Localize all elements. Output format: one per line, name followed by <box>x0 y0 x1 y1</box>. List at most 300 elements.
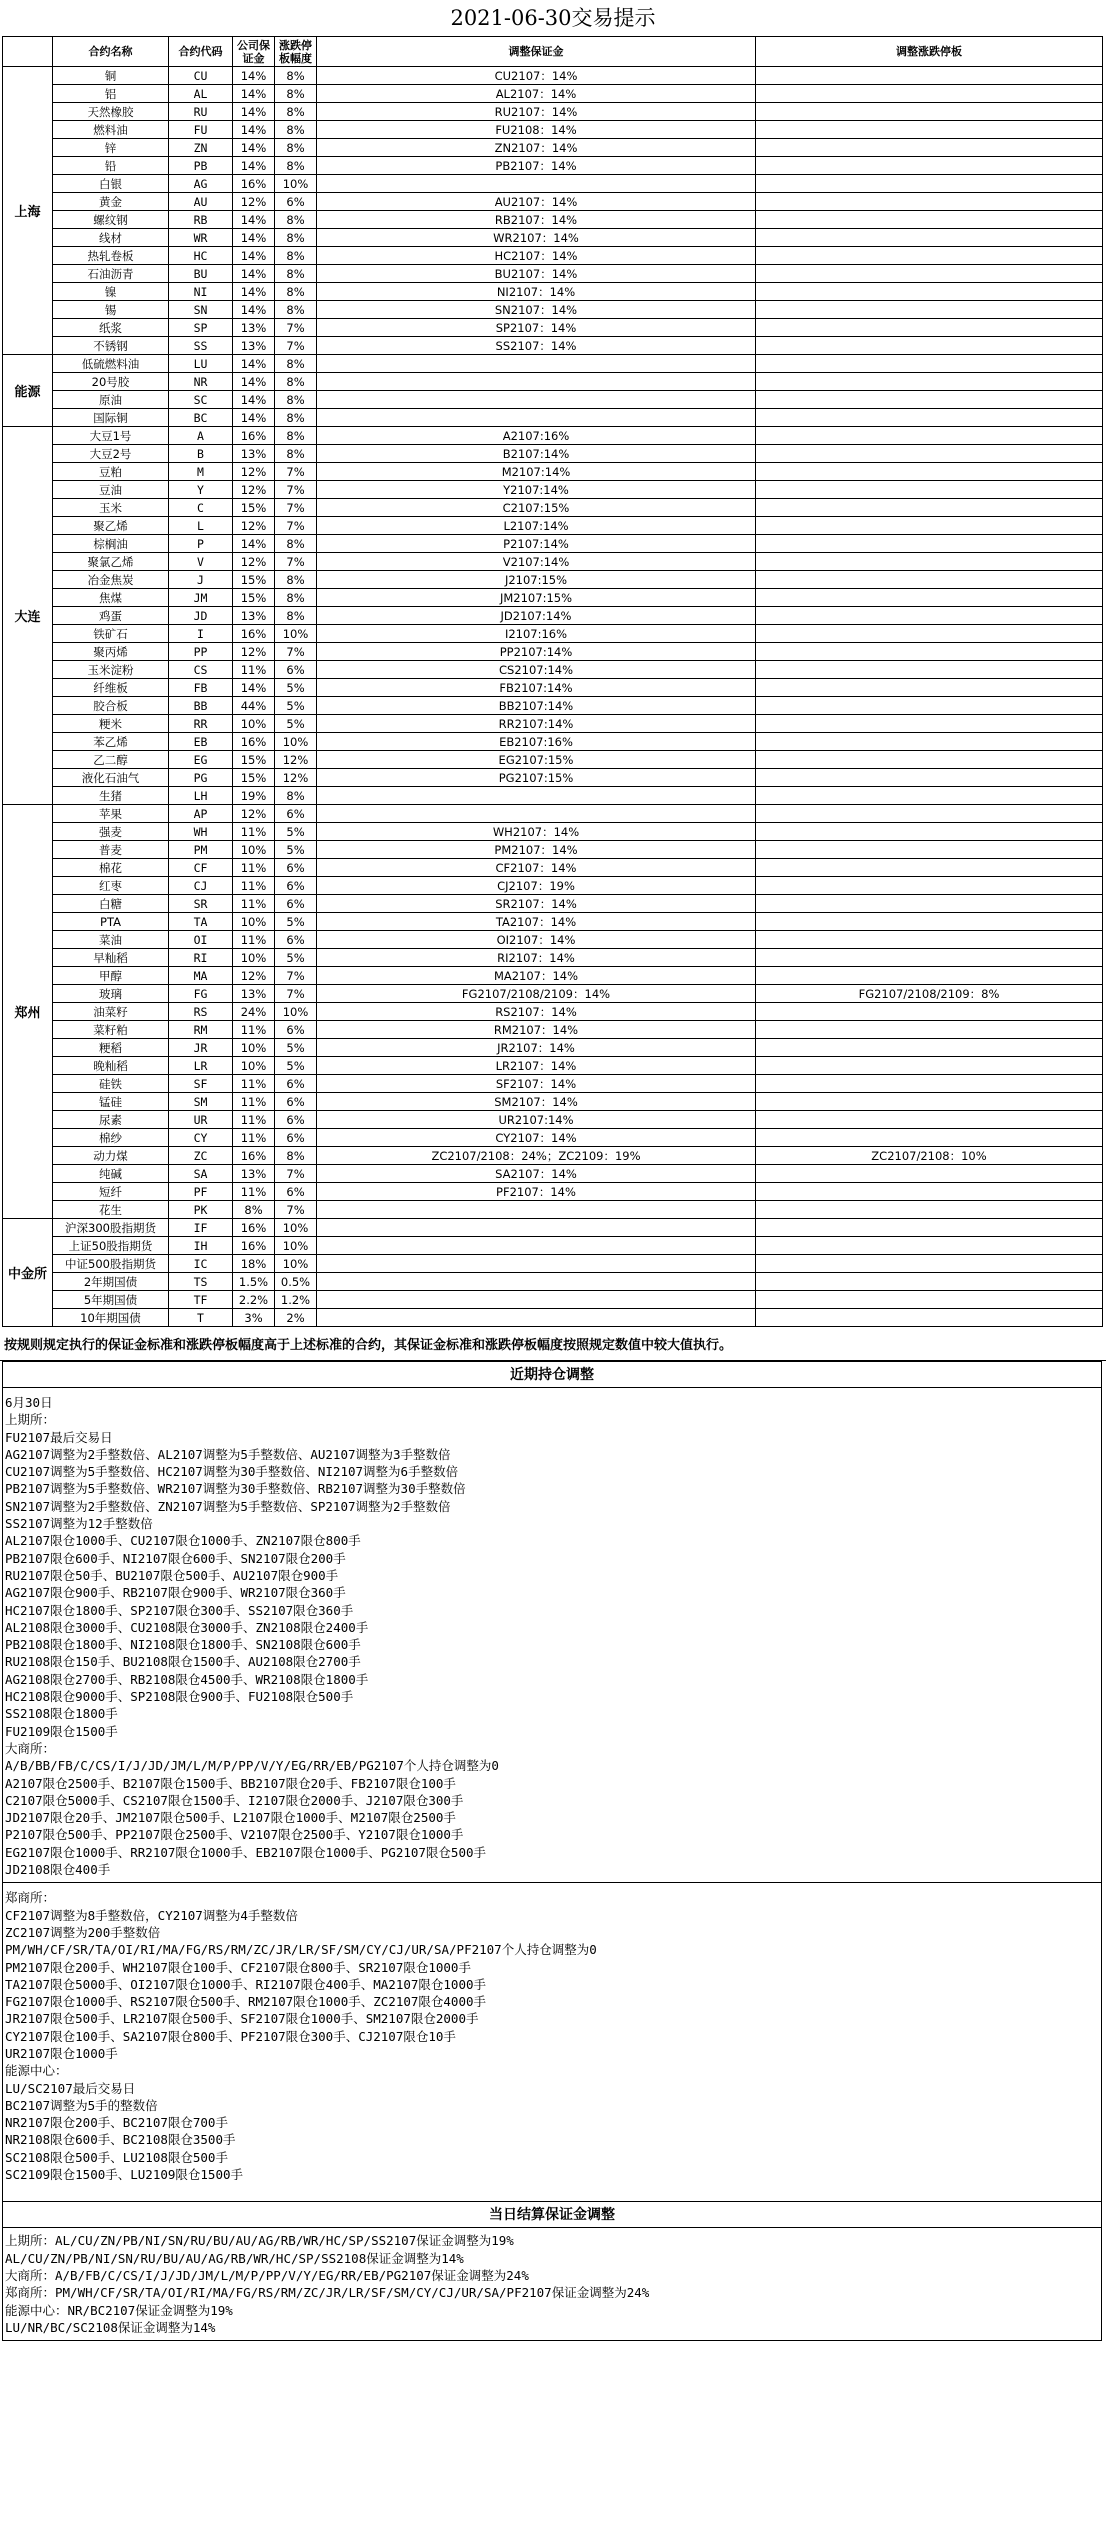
table-row <box>3 985 1103 1003</box>
header-price-limit: 涨跌停板幅度 <box>275 37 317 67</box>
adjusted-limit-cell <box>756 913 1103 931</box>
adjusted-margin-cell: RU2107：14% <box>317 103 756 121</box>
adjusted-margin-cell: RR2107:14% <box>317 715 756 733</box>
text-line: FU2107最后交易日 <box>5 1429 113 1445</box>
adjusted-margin-cell: RM2107：14% <box>317 1021 756 1039</box>
contract-code-cell: TF <box>169 1291 233 1309</box>
company-margin-cell: 11% <box>233 1075 275 1093</box>
exchange-cell: 中金所 <box>3 1219 53 1327</box>
price-limit-cell: 7% <box>275 1165 317 1183</box>
company-margin-cell: 13% <box>233 985 275 1003</box>
adjusted-margin-cell: M2107:14% <box>317 463 756 481</box>
price-limit-cell: 7% <box>275 1201 317 1219</box>
contract-name-cell: 铅 <box>53 157 169 175</box>
adjusted-limit-cell <box>756 337 1103 355</box>
table-row <box>3 355 1103 373</box>
adjusted-limit-cell <box>756 607 1103 625</box>
text-line: A/B/BB/FB/C/CS/I/J/JD/JM/L/M/P/PP/V/Y/EG/RR/EB/PG2107个人持仓调整为0 <box>5 1758 499 1774</box>
adjusted-margin-cell: P2107:14% <box>317 535 756 553</box>
adjusted-limit-cell <box>756 553 1103 571</box>
contract-code-cell: BU <box>169 265 233 283</box>
company-margin-cell: 15% <box>233 589 275 607</box>
adjusted-limit-cell <box>756 175 1103 193</box>
table-row <box>3 949 1103 967</box>
price-limit-cell: 5% <box>275 823 317 841</box>
contract-code-cell: TA <box>169 913 233 931</box>
price-limit-cell: 6% <box>275 1021 317 1039</box>
company-margin-cell: 8% <box>233 1201 275 1219</box>
table-row <box>3 913 1103 931</box>
adjusted-limit-cell <box>756 265 1103 283</box>
company-margin-cell: 14% <box>233 283 275 301</box>
text-line: A2107限仓2500手、B2107限仓1500手、BB2107限仓20手、FB2107限仓100手 <box>5 1775 456 1791</box>
adjusted-limit-cell <box>756 1255 1103 1273</box>
price-limit-cell: 8% <box>275 157 317 175</box>
company-margin-cell: 10% <box>233 1057 275 1075</box>
company-margin-cell: 14% <box>233 229 275 247</box>
position-part2 <box>3 1883 1101 2187</box>
company-margin-cell: 14% <box>233 265 275 283</box>
company-margin-cell: 15% <box>233 751 275 769</box>
contract-code-cell: RI <box>169 949 233 967</box>
text-line: AG2107调整为2手整数倍、AL2107调整为5手整数倍、AU2107调整为3手整数倍 <box>5 1446 451 1462</box>
company-margin-cell: 13% <box>233 337 275 355</box>
table-row <box>3 859 1103 877</box>
text-line: CU2107调整为5手整数倍、HC2107调整为30手整数倍、NI2107调整为6手整数倍 <box>5 1464 459 1480</box>
adjusted-margin-cell: UR2107:14% <box>317 1111 756 1129</box>
contract-name-cell: 线材 <box>53 229 169 247</box>
contract-code-cell: FB <box>169 679 233 697</box>
price-limit-cell: 6% <box>275 805 317 823</box>
adjusted-limit-cell <box>756 139 1103 157</box>
contract-name-cell: 铁矿石 <box>53 625 169 643</box>
adjusted-margin-cell: SP2107：14% <box>317 319 756 337</box>
table-row <box>3 841 1103 859</box>
contract-code-cell: JD <box>169 607 233 625</box>
margin-table <box>2 36 1103 1327</box>
adjusted-margin-cell: J2107:15% <box>317 571 756 589</box>
table-row <box>3 769 1103 787</box>
contract-code-cell: V <box>169 553 233 571</box>
company-margin-cell: 14% <box>233 121 275 139</box>
text-line: 能源中心： <box>5 2063 68 2079</box>
header-company-margin: 公司保证金 <box>233 37 275 67</box>
contract-name-cell: 硅铁 <box>53 1075 169 1093</box>
contract-name-cell: 聚乙烯 <box>53 517 169 535</box>
table-row <box>3 283 1103 301</box>
contract-name-cell: 油菜籽 <box>53 1003 169 1021</box>
contract-code-cell: P <box>169 535 233 553</box>
text-line: NR2108限仓600手、BC2108限仓3500手 <box>5 2132 236 2148</box>
adjusted-margin-cell: WH2107：14% <box>317 823 756 841</box>
company-margin-cell: 16% <box>233 427 275 445</box>
table-row <box>3 751 1103 769</box>
company-margin-cell: 11% <box>233 1183 275 1201</box>
price-limit-cell: 8% <box>275 373 317 391</box>
table-row <box>3 1309 1103 1327</box>
contract-name-cell: 强麦 <box>53 823 169 841</box>
contract-name-cell: 冶金焦炭 <box>53 571 169 589</box>
adjusted-limit-cell <box>756 1309 1103 1327</box>
contract-code-cell: EB <box>169 733 233 751</box>
contract-code-cell: SR <box>169 895 233 913</box>
text-line: CY2107限仓100手、SA2107限仓800手、PF2107限仓300手、CJ2107限仓10手 <box>5 2028 456 2044</box>
contract-code-cell: PG <box>169 769 233 787</box>
contract-code-cell: RS <box>169 1003 233 1021</box>
adjusted-margin-cell: PB2107：14% <box>317 157 756 175</box>
adjusted-margin-cell: A2107:16% <box>317 427 756 445</box>
adjusted-limit-cell <box>756 1219 1103 1237</box>
contract-name-cell: 玉米淀粉 <box>53 661 169 679</box>
adjusted-margin-cell: EG2107:15% <box>317 751 756 769</box>
adjusted-limit-cell <box>756 1291 1103 1309</box>
price-limit-cell: 6% <box>275 1075 317 1093</box>
adjusted-limit-cell <box>756 1057 1103 1075</box>
company-margin-cell: 14% <box>233 391 275 409</box>
contract-name-cell: 豆粕 <box>53 463 169 481</box>
table-row <box>3 967 1103 985</box>
contract-code-cell: AL <box>169 85 233 103</box>
price-limit-cell: 7% <box>275 985 317 1003</box>
adjusted-limit-cell <box>756 463 1103 481</box>
price-limit-cell: 8% <box>275 535 317 553</box>
exchange-cell: 大连 <box>3 427 53 805</box>
contract-name-cell: 锰硅 <box>53 1093 169 1111</box>
adjusted-limit-cell <box>756 805 1103 823</box>
table-row <box>3 1129 1103 1147</box>
adjusted-margin-cell: AL2107：14% <box>317 85 756 103</box>
text-line: PB2108限仓1800手、NI2108限仓1800手、SN2108限仓600手 <box>5 1637 361 1653</box>
contract-code-cell: BC <box>169 409 233 427</box>
contract-code-cell: JM <box>169 589 233 607</box>
company-margin-cell: 10% <box>233 949 275 967</box>
adjusted-margin-cell: CS2107:14% <box>317 661 756 679</box>
contract-name-cell: 原油 <box>53 391 169 409</box>
text-line: 大商所：A/B/FB/C/CS/I/J/JD/JM/L/M/P/PP/V/Y/EG/RR/EB/PG2107保证金调整为24% <box>5 2267 529 2283</box>
company-margin-cell: 14% <box>233 247 275 265</box>
adjusted-margin-cell: B2107:14% <box>317 445 756 463</box>
company-margin-cell: 14% <box>233 211 275 229</box>
text-line: SS2107调整为12手整数倍 <box>5 1516 153 1532</box>
contract-code-cell: SM <box>169 1093 233 1111</box>
adjusted-limit-cell <box>756 427 1103 445</box>
table-row <box>3 373 1103 391</box>
adjusted-margin-cell: CJ2107：19% <box>317 877 756 895</box>
contract-code-cell: HC <box>169 247 233 265</box>
contract-code-cell: JR <box>169 1039 233 1057</box>
company-margin-cell: 18% <box>233 1255 275 1273</box>
contract-name-cell: 玻璃 <box>53 985 169 1003</box>
company-margin-cell: 11% <box>233 1093 275 1111</box>
price-limit-cell: 5% <box>275 697 317 715</box>
adjusted-margin-cell: HC2107：14% <box>317 247 756 265</box>
table-row <box>3 1057 1103 1075</box>
table-row <box>3 697 1103 715</box>
text-line: AL/CU/ZN/PB/NI/SN/RU/BU/AU/AG/RB/WR/HC/SP/SS2108保证金调整为14% <box>5 2250 464 2266</box>
text-line: JD2107限仓20手、JM2107限仓500手、L2107限仓1000手、M2107限仓2500手 <box>5 1810 456 1826</box>
price-limit-cell: 5% <box>275 913 317 931</box>
company-margin-cell: 11% <box>233 823 275 841</box>
table-header-row <box>3 37 1103 67</box>
price-limit-cell: 8% <box>275 283 317 301</box>
company-margin-cell: 14% <box>233 535 275 553</box>
position-section-title: 近期持仓调整 <box>3 1362 1101 1388</box>
table-row <box>3 319 1103 337</box>
text-line: P2107限仓500手、PP2107限仓2500手、V2107限仓2500手、Y2107限仓1000手 <box>5 1827 464 1843</box>
contract-code-cell: WR <box>169 229 233 247</box>
company-margin-cell: 16% <box>233 1219 275 1237</box>
adjusted-limit-cell <box>756 193 1103 211</box>
contract-name-cell: 燃料油 <box>53 121 169 139</box>
adjusted-margin-cell: CF2107：14% <box>317 859 756 877</box>
company-margin-cell: 14% <box>233 409 275 427</box>
contract-code-cell: SF <box>169 1075 233 1093</box>
contract-code-cell: T <box>169 1309 233 1327</box>
adjusted-limit-cell <box>756 787 1103 805</box>
text-line: FU2109限仓1500手 <box>5 1723 118 1739</box>
table-row <box>3 1021 1103 1039</box>
exchange-cell: 能源 <box>3 355 53 427</box>
contract-name-cell: 低硫燃料油 <box>53 355 169 373</box>
contract-code-cell: ZC <box>169 1147 233 1165</box>
contract-name-cell: 玉米 <box>53 499 169 517</box>
contract-name-cell: 普麦 <box>53 841 169 859</box>
text-line: AG2108限仓2700手、RB2108限仓4500手、WR2108限仓1800手 <box>5 1671 369 1687</box>
company-margin-cell: 10% <box>233 1039 275 1057</box>
company-margin-cell: 12% <box>233 553 275 571</box>
contract-code-cell: B <box>169 445 233 463</box>
table-row <box>3 895 1103 913</box>
contract-code-cell: UR <box>169 1111 233 1129</box>
contract-code-cell: A <box>169 427 233 445</box>
adjusted-margin-cell: I2107:16% <box>317 625 756 643</box>
contract-code-cell: SS <box>169 337 233 355</box>
table-row <box>3 805 1103 823</box>
table-row <box>3 247 1103 265</box>
table-row <box>3 535 1103 553</box>
contract-code-cell: ZN <box>169 139 233 157</box>
adjusted-margin-cell <box>317 391 756 409</box>
adjusted-limit-cell <box>756 1039 1103 1057</box>
contract-code-cell: RR <box>169 715 233 733</box>
contract-code-cell: TS <box>169 1273 233 1291</box>
table-row <box>3 1255 1103 1273</box>
price-limit-cell: 10% <box>275 1237 317 1255</box>
price-limit-cell: 7% <box>275 553 317 571</box>
table-row <box>3 715 1103 733</box>
adjusted-margin-cell: RB2107：14% <box>317 211 756 229</box>
contract-code-cell: IF <box>169 1219 233 1237</box>
adjusted-limit-cell <box>756 823 1103 841</box>
adjusted-limit-cell <box>756 877 1103 895</box>
table-row <box>3 643 1103 661</box>
text-line: TA2107限仓5000手、OI2107限仓1000手、RI2107限仓400手、MA2107限仓1000手 <box>5 1976 487 1992</box>
contract-name-cell: 棉花 <box>53 859 169 877</box>
price-limit-cell: 2% <box>275 1309 317 1327</box>
text-line: UR2107限仓1000手 <box>5 2045 118 2061</box>
contract-name-cell: 纯碱 <box>53 1165 169 1183</box>
text-line: NR2107限仓200手、BC2107限仓700手 <box>5 2115 228 2131</box>
adjusted-margin-cell <box>317 1291 756 1309</box>
contract-code-cell: I <box>169 625 233 643</box>
contract-code-cell: RM <box>169 1021 233 1039</box>
contract-name-cell: 白糖 <box>53 895 169 913</box>
contract-code-cell: CF <box>169 859 233 877</box>
contract-name-cell: 棉纱 <box>53 1129 169 1147</box>
adjusted-margin-cell <box>317 1273 756 1291</box>
table-row <box>3 1219 1103 1237</box>
price-limit-cell: 8% <box>275 1147 317 1165</box>
contract-code-cell: SC <box>169 391 233 409</box>
contract-code-cell: FG <box>169 985 233 1003</box>
company-margin-cell: 11% <box>233 859 275 877</box>
adjusted-limit-cell <box>756 1183 1103 1201</box>
company-margin-cell: 12% <box>233 481 275 499</box>
adjusted-limit-cell <box>756 121 1103 139</box>
adjusted-margin-cell <box>317 373 756 391</box>
contract-name-cell: 豆油 <box>53 481 169 499</box>
contract-name-cell: 天然橡胶 <box>53 103 169 121</box>
text-line: SS2108限仓1800手 <box>5 1706 118 1722</box>
contract-code-cell: PM <box>169 841 233 859</box>
contract-code-cell: CS <box>169 661 233 679</box>
adjusted-margin-cell: FG2107/2108/2109：14% <box>317 985 756 1003</box>
contract-name-cell: 动力煤 <box>53 1147 169 1165</box>
adjusted-margin-cell: SN2107：14% <box>317 301 756 319</box>
contract-code-cell: IC <box>169 1255 233 1273</box>
contract-name-cell: 聚丙烯 <box>53 643 169 661</box>
price-limit-cell: 8% <box>275 391 317 409</box>
price-limit-cell: 6% <box>275 931 317 949</box>
text-line: ZC2107调整为200手整数倍 <box>5 1924 161 1940</box>
company-margin-cell: 11% <box>233 1021 275 1039</box>
company-margin-cell: 13% <box>233 607 275 625</box>
price-limit-cell: 8% <box>275 85 317 103</box>
adjusted-margin-cell: CY2107：14% <box>317 1129 756 1147</box>
company-margin-cell: 11% <box>233 931 275 949</box>
price-limit-cell: 8% <box>275 409 317 427</box>
table-row <box>3 787 1103 805</box>
adjusted-margin-cell: ZC2107/2108：24%；ZC2109：19% <box>317 1147 756 1165</box>
contract-code-cell: LU <box>169 355 233 373</box>
company-margin-cell: 10% <box>233 913 275 931</box>
company-margin-cell: 12% <box>233 643 275 661</box>
price-limit-cell: 6% <box>275 661 317 679</box>
text-line: AL2108限仓3000手、CU2108限仓3000手、ZN2108限仓2400手 <box>5 1619 369 1635</box>
contract-name-cell: 苹果 <box>53 805 169 823</box>
contract-name-cell: 沪深300股指期货 <box>53 1219 169 1237</box>
company-margin-cell: 16% <box>233 175 275 193</box>
company-margin-cell: 12% <box>233 805 275 823</box>
adjusted-limit-cell <box>756 931 1103 949</box>
text-line: AG2107限仓900手、RB2107限仓900手、WR2107限仓360手 <box>5 1585 346 1601</box>
price-limit-cell: 8% <box>275 211 317 229</box>
text-line: HC2108限仓9000手、SP2108限仓900手、FU2108限仓500手 <box>5 1689 354 1705</box>
table-row <box>3 337 1103 355</box>
settlement-section-title: 当日结算保证金调整 <box>3 2202 1101 2228</box>
adjusted-limit-cell <box>756 517 1103 535</box>
price-limit-cell: 5% <box>275 679 317 697</box>
table-row <box>3 1291 1103 1309</box>
contract-name-cell: 短纤 <box>53 1183 169 1201</box>
price-limit-cell: 6% <box>275 1093 317 1111</box>
price-limit-cell: 7% <box>275 481 317 499</box>
adjusted-limit-cell <box>756 535 1103 553</box>
price-limit-cell: 10% <box>275 1255 317 1273</box>
table-row <box>3 1183 1103 1201</box>
text-line: 上期所： <box>5 1412 56 1428</box>
adjusted-margin-cell: MA2107：14% <box>317 967 756 985</box>
text-line: CF2107调整为8手整数倍，CY2107调整为4手整数倍 <box>5 1907 298 1923</box>
adjusted-limit-cell <box>756 697 1103 715</box>
company-margin-cell: 13% <box>233 1165 275 1183</box>
company-margin-cell: 12% <box>233 517 275 535</box>
text-line: FG2107限仓1000手、RS2107限仓500手、RM2107限仓1000手、ZC2107限仓4000手 <box>5 1994 487 2010</box>
text-line: 6月30日 <box>5 1395 53 1410</box>
adjusted-limit-cell <box>756 157 1103 175</box>
price-limit-cell: 10% <box>275 175 317 193</box>
settlement-margin-section <box>2 2202 1102 2341</box>
table-row <box>3 301 1103 319</box>
price-limit-cell: 6% <box>275 877 317 895</box>
text-line: 上期所：AL/CU/ZN/PB/NI/SN/RU/BU/AU/AG/RB/WR/HC/SP/SS2107保证金调整为19% <box>5 2233 514 2249</box>
position-adjustment-section <box>2 1361 1102 2202</box>
adjusted-margin-cell: OI2107：14% <box>317 931 756 949</box>
table-row <box>3 103 1103 121</box>
adjusted-limit-cell <box>756 625 1103 643</box>
table-row <box>3 931 1103 949</box>
company-margin-cell: 14% <box>233 85 275 103</box>
header-adjusted-limit: 调整涨跌停板 <box>756 37 1103 67</box>
contract-name-cell: 20号胶 <box>53 373 169 391</box>
table-row <box>3 1147 1103 1165</box>
adjusted-margin-cell <box>317 1255 756 1273</box>
exchange-cell: 郑州 <box>3 805 53 1219</box>
contract-code-cell: IH <box>169 1237 233 1255</box>
contract-code-cell: AG <box>169 175 233 193</box>
adjusted-limit-cell: ZC2107/2108：10% <box>756 1147 1103 1165</box>
table-row <box>3 1093 1103 1111</box>
company-margin-cell: 14% <box>233 67 275 85</box>
adjusted-margin-cell: CU2107：14% <box>317 67 756 85</box>
adjusted-margin-cell: AU2107：14% <box>317 193 756 211</box>
price-limit-cell: 5% <box>275 1039 317 1057</box>
price-limit-cell: 8% <box>275 571 317 589</box>
price-limit-cell: 10% <box>275 733 317 751</box>
company-margin-cell: 15% <box>233 571 275 589</box>
contract-name-cell: 纸浆 <box>53 319 169 337</box>
adjusted-limit-cell <box>756 1237 1103 1255</box>
adjusted-limit-cell <box>756 301 1103 319</box>
table-row <box>3 661 1103 679</box>
adjusted-margin-cell: PM2107：14% <box>317 841 756 859</box>
table-row <box>3 193 1103 211</box>
company-margin-cell: 12% <box>233 463 275 481</box>
price-limit-cell: 6% <box>275 895 317 913</box>
text-line: SC2109限仓1500手、LU2109限仓1500手 <box>5 2167 244 2183</box>
adjusted-margin-cell: PF2107：14% <box>317 1183 756 1201</box>
text-line: C2107限仓5000手、CS2107限仓1500手、I2107限仓2000手、J2107限仓300手 <box>5 1792 464 1808</box>
contract-name-cell: 红枣 <box>53 877 169 895</box>
contract-code-cell: LR <box>169 1057 233 1075</box>
company-margin-cell: 44% <box>233 697 275 715</box>
contract-code-cell: NI <box>169 283 233 301</box>
adjusted-limit-cell <box>756 67 1103 85</box>
adjusted-limit-cell <box>756 85 1103 103</box>
adjusted-margin-cell <box>317 805 756 823</box>
text-line: PM/WH/CF/SR/TA/OI/RI/MA/FG/RS/RM/ZC/JR/LR/SF/SM/CY/CJ/UR/SA/PF2107个人持仓调整为0 <box>5 1942 597 1958</box>
price-limit-cell: 1.2% <box>275 1291 317 1309</box>
